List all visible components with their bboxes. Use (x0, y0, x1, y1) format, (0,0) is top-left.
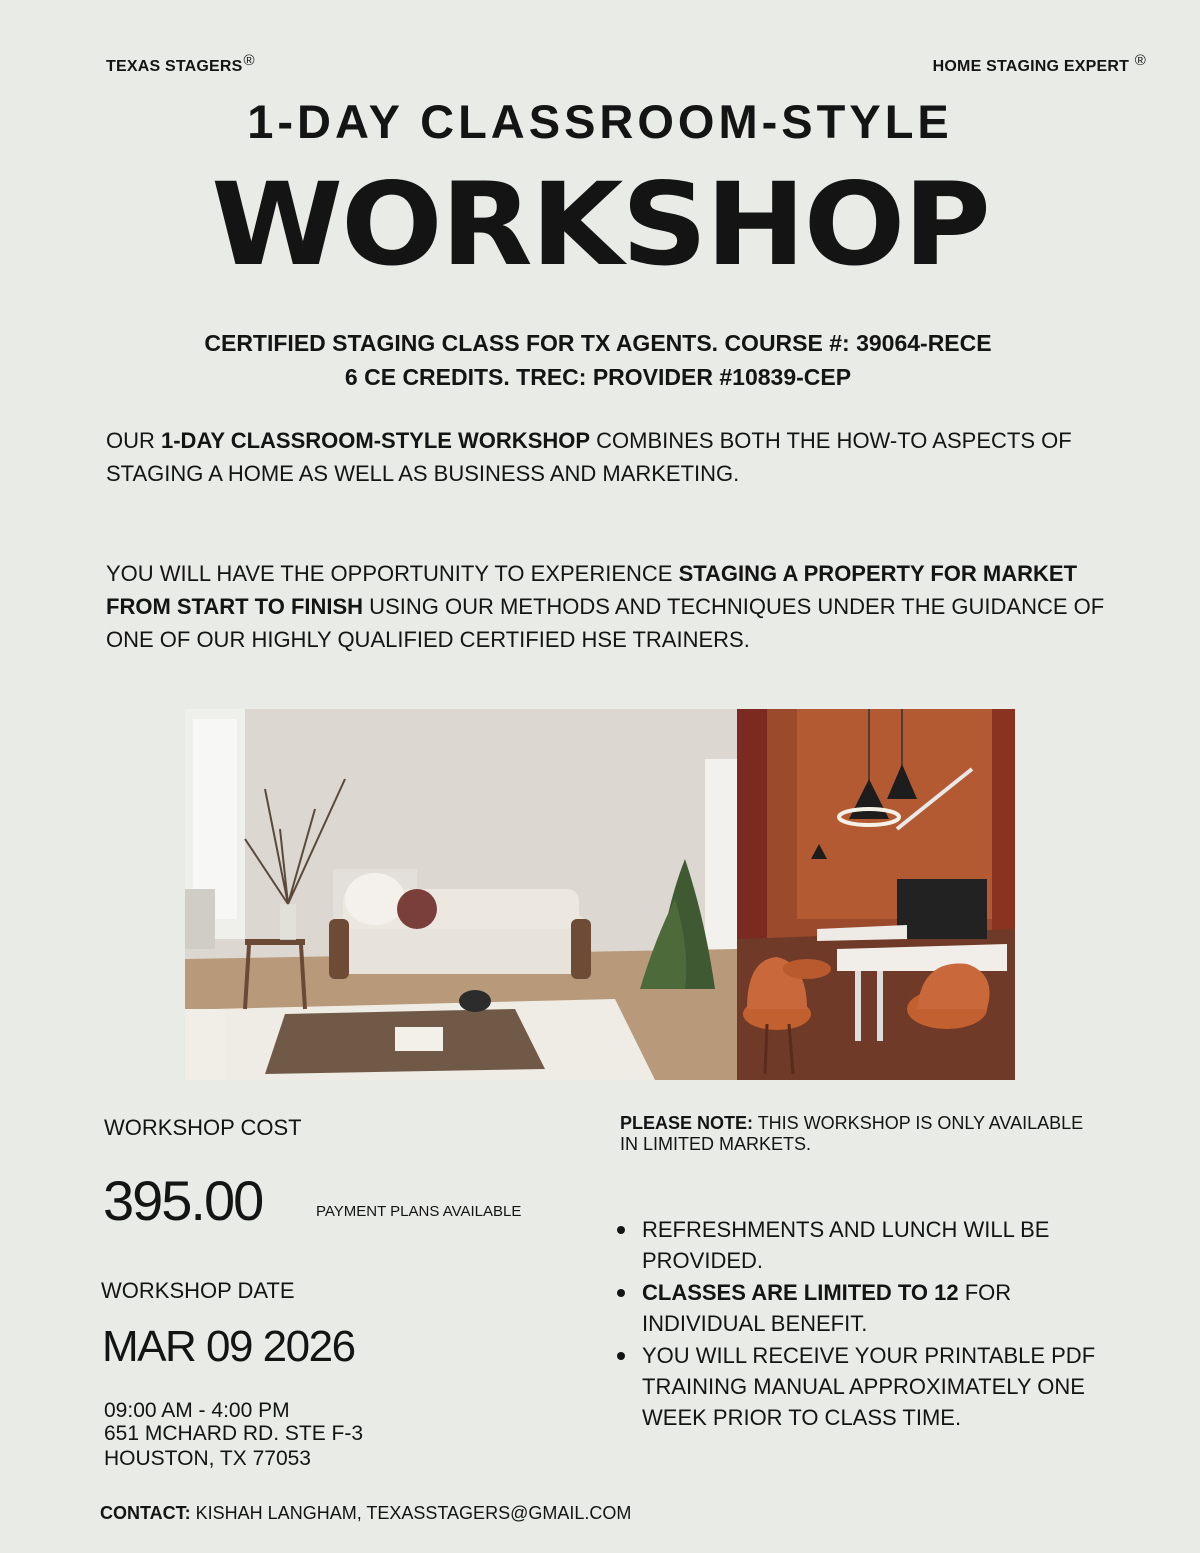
bullet-icon (617, 1352, 625, 1360)
intro-paragraph-1: OUR 1-DAY CLASSROOM-STYLE WORKSHOP COMBINES BOTH THE HOW-TO ASPECTS OF STAGING A HOME AS WELL AS BUSINESS AND MARKETING. (106, 428, 1072, 486)
brand-home-staging-expert: HOME STAGING EXPERT ® (932, 52, 1146, 75)
list-item: YOU WILL RECEIVE YOUR PRINTABLE PDF TRAINING MANUAL APPROXIMATELY ONE WEEK PRIOR TO CLASS TIME. (614, 1340, 1134, 1433)
workshop-cost-label: WORKSHOP COST (104, 1115, 302, 1140)
benefits-list (614, 1214, 1134, 1434)
title-subheading: 1-DAY CLASSROOM-STYLE (247, 95, 953, 148)
intro-paragraph-2: YOU WILL HAVE THE OPPORTUNITY TO EXPERIENCE STAGING A PROPERTY FOR MARKET FROM START TO FINISH USING OUR METHODS AND TECHNIQUES UNDER THE GUIDANCE OF ONE OF OUR HIGHLY QUALIFIED CERTIFIED HSE TRAINERS. (106, 561, 1105, 652)
living-room-photo (185, 709, 737, 1080)
classroom-photo (737, 709, 1015, 1080)
workshop-date-label: WORKSHOP DATE (101, 1278, 295, 1303)
limited-markets-note: PLEASE NOTE: THIS WORKSHOP IS ONLY AVAILABLE IN LIMITED MARKETS. (620, 1113, 1084, 1154)
credits-line-2: 6 CE CREDITS. TREC: PROVIDER #10839-CEP (344, 364, 852, 390)
registered-mark: ® (1134, 52, 1146, 69)
list-item: REFRESHMENTS AND LUNCH WILL BE PROVIDED. (614, 1214, 1134, 1276)
workshop-cost-value: 395.00 (103, 1169, 263, 1232)
bullet-icon (617, 1226, 625, 1234)
address-line-2: HOUSTON, TX 77053 (104, 1447, 311, 1470)
registered-mark: ® (243, 52, 255, 69)
workshop-time: 09:00 AM - 4:00 PM (104, 1399, 290, 1422)
credits-line-1: CERTIFIED STAGING CLASS FOR TX AGENTS. COURSE #: 39064-RECE (204, 330, 992, 356)
title-workshop: WORKSHOP (211, 158, 989, 291)
payment-plans-note: PAYMENT PLANS AVAILABLE (316, 1203, 522, 1220)
workshop-date-value: MAR 09 2026 (102, 1322, 355, 1371)
contact-line: CONTACT: KISHAH LANGHAM, TEXASSTAGERS@GMAIL.COM (100, 1503, 632, 1523)
bullet-icon (617, 1289, 625, 1297)
brand-texas-stagers: TEXAS STAGERS® (106, 52, 255, 75)
address-line-1: 651 MCHARD RD. STE F-3 (104, 1422, 364, 1445)
course-credits (0, 326, 1196, 394)
list-item: CLASSES ARE LIMITED TO 12 FOR INDIVIDUAL BENEFIT. (614, 1277, 1134, 1339)
